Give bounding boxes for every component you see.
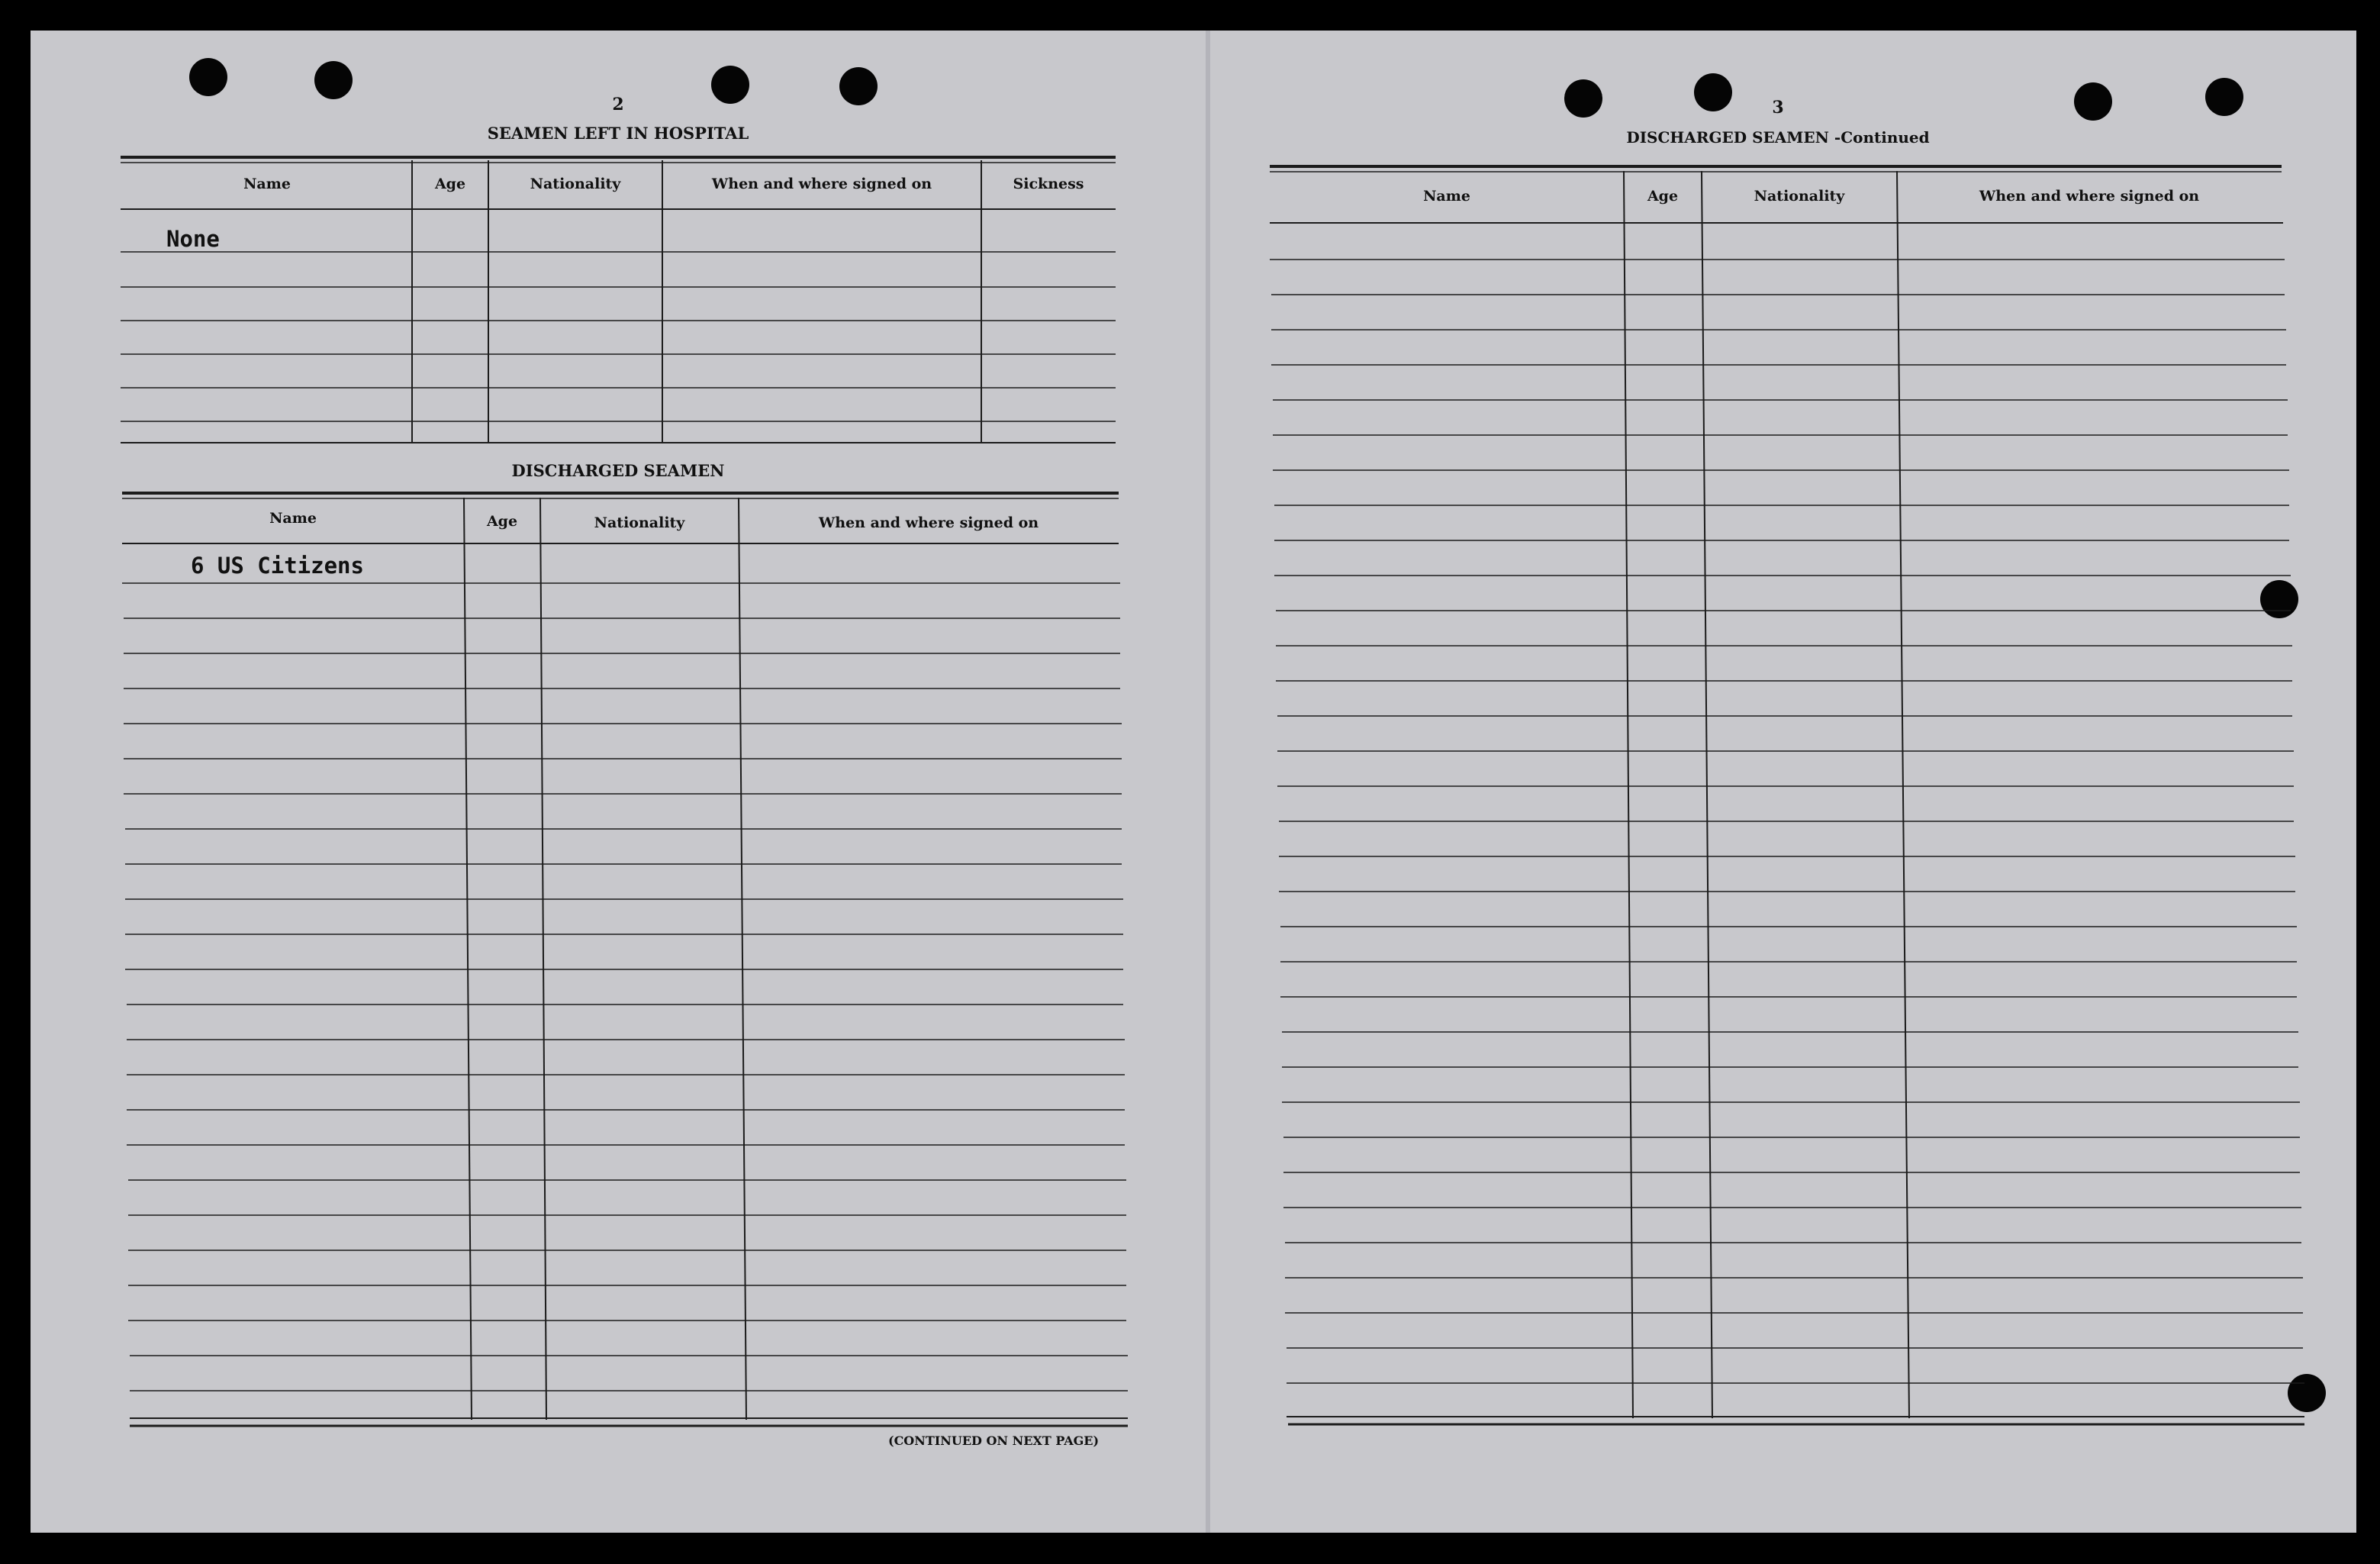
hospital-col-nationality: Nationality xyxy=(530,176,621,192)
hospital-col-sickness: Sickness xyxy=(1013,176,1084,192)
discharged-continued-title: DISCHARGED SEAMEN -Continued xyxy=(1626,128,1930,147)
discharged-col-age: Age xyxy=(486,513,518,530)
hospital-section-title: SEAMEN LEFT IN HOSPITAL xyxy=(487,124,749,143)
right-col-name: Name xyxy=(1423,188,1470,205)
right-col-age: Age xyxy=(1647,188,1679,205)
hospital-col-name: Name xyxy=(243,176,291,192)
hospital-entry: None xyxy=(166,226,220,252)
page-number-right: 3 xyxy=(1772,98,1784,118)
discharged-col-signed-on: When and where signed on xyxy=(818,514,1039,531)
right-col-signed-on: When and where signed on xyxy=(1979,188,2200,205)
discharged-col-name: Name xyxy=(269,510,317,527)
right-col-nationality: Nationality xyxy=(1754,188,1845,205)
discharged-col-nationality: Nationality xyxy=(594,514,685,531)
discharged-entry: 6 US Citizens xyxy=(191,553,364,579)
continued-footer: (CONTINUED ON NEXT PAGE) xyxy=(888,1433,1100,1448)
hospital-col-age: Age xyxy=(434,176,466,192)
discharged-section-title: DISCHARGED SEAMEN xyxy=(511,461,725,480)
hospital-col-signed-on: When and where signed on xyxy=(711,176,932,192)
page-number-left: 2 xyxy=(612,95,624,114)
